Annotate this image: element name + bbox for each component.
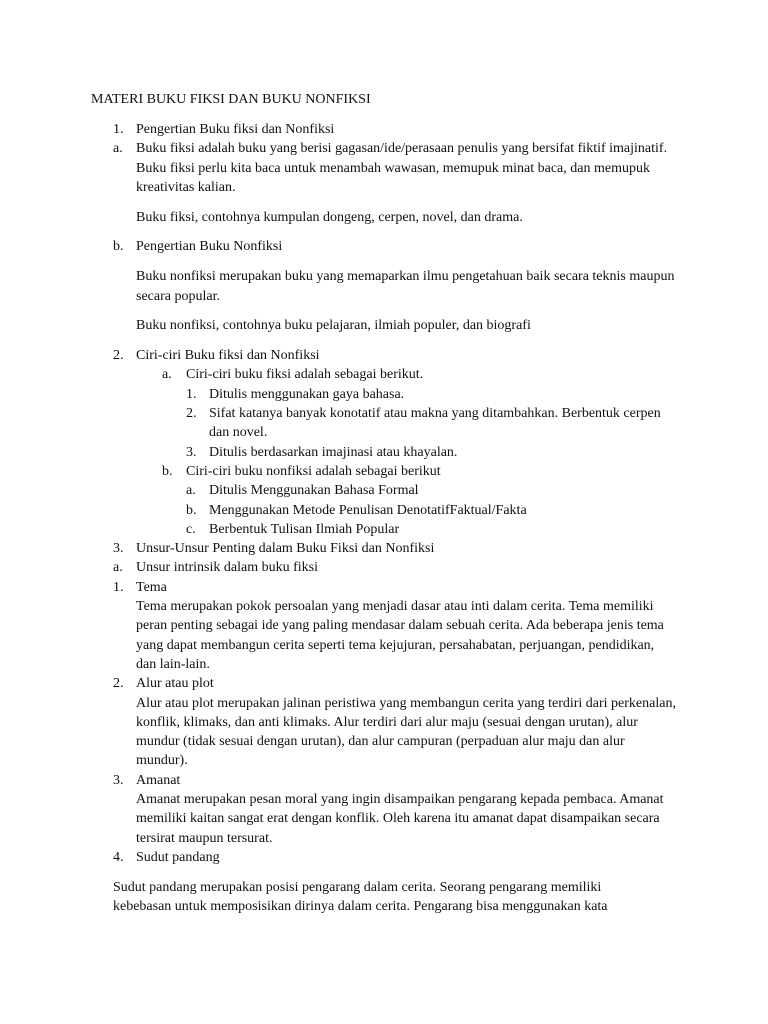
subsection-heading: Unsur intrinsik dalam buku fiksi [136, 560, 318, 576]
paragraph-text: Buku nonfiksi merupakan buku yang memaparkan ilmu pengetahuan baik secara teknis maupun secara popular. [136, 269, 675, 304]
subsection-heading: Pengertian Buku Nonfiksi [136, 239, 283, 255]
list-marker: c. [186, 521, 196, 537]
list-item [0, 346, 768, 365]
paragraph-text: Sudut pandang merupakan posisi pengarang dalam cerita. Seorang pengarang memiliki kebebasan untuk memposisikan dirinya dalam cerita. Pengarang bisa menggunakan kata [113, 879, 608, 914]
list-item-text: Ditulis menggunakan gaya bahasa. [209, 386, 405, 402]
paragraph [0, 267, 768, 306]
list-marker: b. [162, 463, 173, 479]
item-heading: Tema [136, 579, 167, 595]
subsection-heading: Ciri-ciri buku nonfiksi adalah sebagai berikut [186, 463, 441, 479]
list-item [0, 443, 768, 462]
subsection-heading: Ciri-ciri buku fiksi adalah sebagai berikut. [186, 367, 424, 383]
paragraph [0, 878, 768, 917]
list-marker: a. [113, 141, 123, 157]
list-item-text: Berbentuk Tulisan Ilmiah Popular [209, 521, 400, 537]
document-body [0, 120, 768, 916]
item-description: Amanat merupakan pesan moral yang ingin disampaikan pengarang kepada pembaca. Amanat memiliki kaitan sangat erat dengan konflik. Oleh karena itu amanat dapat disampaikan secara tersirat maupun tersurat. [136, 792, 664, 846]
list-marker: a. [162, 367, 172, 383]
list-marker: 4. [113, 849, 124, 865]
list-item [0, 120, 768, 139]
item-description: Tema merupakan pokok persoalan yang menjadi dasar atau inti dalam cerita. Tema memiliki peran penting sebagai ide yang paling mendasar dalam sebuah cerita. Ada beberapa jenis tema yang dapat membangun cerita seperti tema kejujuran, persahabatan, perjuangan, pendidikan, dan lain-lain. [136, 599, 664, 672]
list-marker: 1. [113, 579, 124, 595]
section-heading: Pengertian Buku fiksi dan Nonfiksi [136, 122, 335, 137]
section-heading: Ciri-ciri Buku fiksi dan Nonfiksi [136, 348, 320, 364]
section-heading: Unsur-Unsur Penting dalam Buku Fiksi dan Nonfiksi [136, 541, 435, 557]
list-item [0, 365, 768, 384]
item-description: Alur atau plot merupakan jalinan peristiwa yang membangun cerita yang terdiri dari perkenalan, konflik, klimaks, dan anti klimaks. Alur terdiri dari alur maju (sesuai dengan urutan), alur mundur (tidak sesuai dengan urutan), dan alur campuran (perpaduan alur maju dan alur mundur). [136, 695, 676, 769]
list-item [0, 674, 768, 770]
list-item [0, 385, 768, 404]
list-marker: 1. [113, 122, 124, 137]
paragraph: Buku fiksi adalah buku yang berisi gagasan/ide/perasaan penulis yang bersifat fiktif imajinatif. Buku fiksi perlu kita baca untuk menambah wawasan, memupuk minat baca, dan memupuk kreativitas kalian. [136, 141, 668, 195]
list-item [0, 237, 768, 256]
list-item-text: Ditulis Menggunakan Bahasa Formal [209, 483, 419, 499]
list-marker: 3. [113, 541, 124, 557]
item-heading: Alur atau plot [136, 676, 214, 692]
list-item [0, 578, 768, 674]
paragraph-text: Buku fiksi, contohnya kumpulan dongeng, cerpen, novel, dan drama. [136, 209, 523, 225]
document-title: MATERI BUKU FIKSI DAN BUKU NONFIKSI [91, 92, 371, 107]
list-marker: 3. [113, 772, 124, 788]
list-item-text: Menggunakan Metode Penulisan DenotatifFaktual/Fakta [209, 502, 527, 518]
list-item-text: Ditulis berdasarkan imajinasi atau khayalan. [209, 444, 458, 460]
paragraph [0, 208, 768, 227]
item-heading: Amanat [136, 772, 181, 788]
item-heading: Sudut pandang [136, 849, 220, 865]
list-item [0, 771, 768, 848]
list-item [0, 501, 768, 520]
list-item-text: Sifat katanya banyak konotatif atau makna yang ditambahkan. Berbentuk cerpen dan novel. [209, 406, 661, 441]
list-marker: 1. [186, 386, 197, 402]
list-marker: 2. [113, 348, 124, 364]
list-item [0, 558, 768, 577]
list-item [0, 848, 768, 867]
list-marker: a. [113, 560, 123, 576]
paragraph-text: Buku nonfiksi, contohnya buku pelajaran, ilmiah populer, dan biografi [136, 318, 531, 334]
list-marker: b. [186, 502, 197, 518]
list-item [0, 139, 768, 197]
list-marker: 2. [113, 676, 124, 692]
list-marker: 2. [186, 406, 197, 422]
list-marker: 3. [186, 444, 197, 460]
list-item [0, 539, 768, 558]
list-item [0, 462, 768, 481]
list-marker: a. [186, 483, 196, 499]
list-item [0, 520, 768, 539]
paragraph [0, 316, 768, 335]
list-marker: b. [113, 239, 124, 255]
list-item [0, 481, 768, 500]
list-item [0, 404, 768, 443]
